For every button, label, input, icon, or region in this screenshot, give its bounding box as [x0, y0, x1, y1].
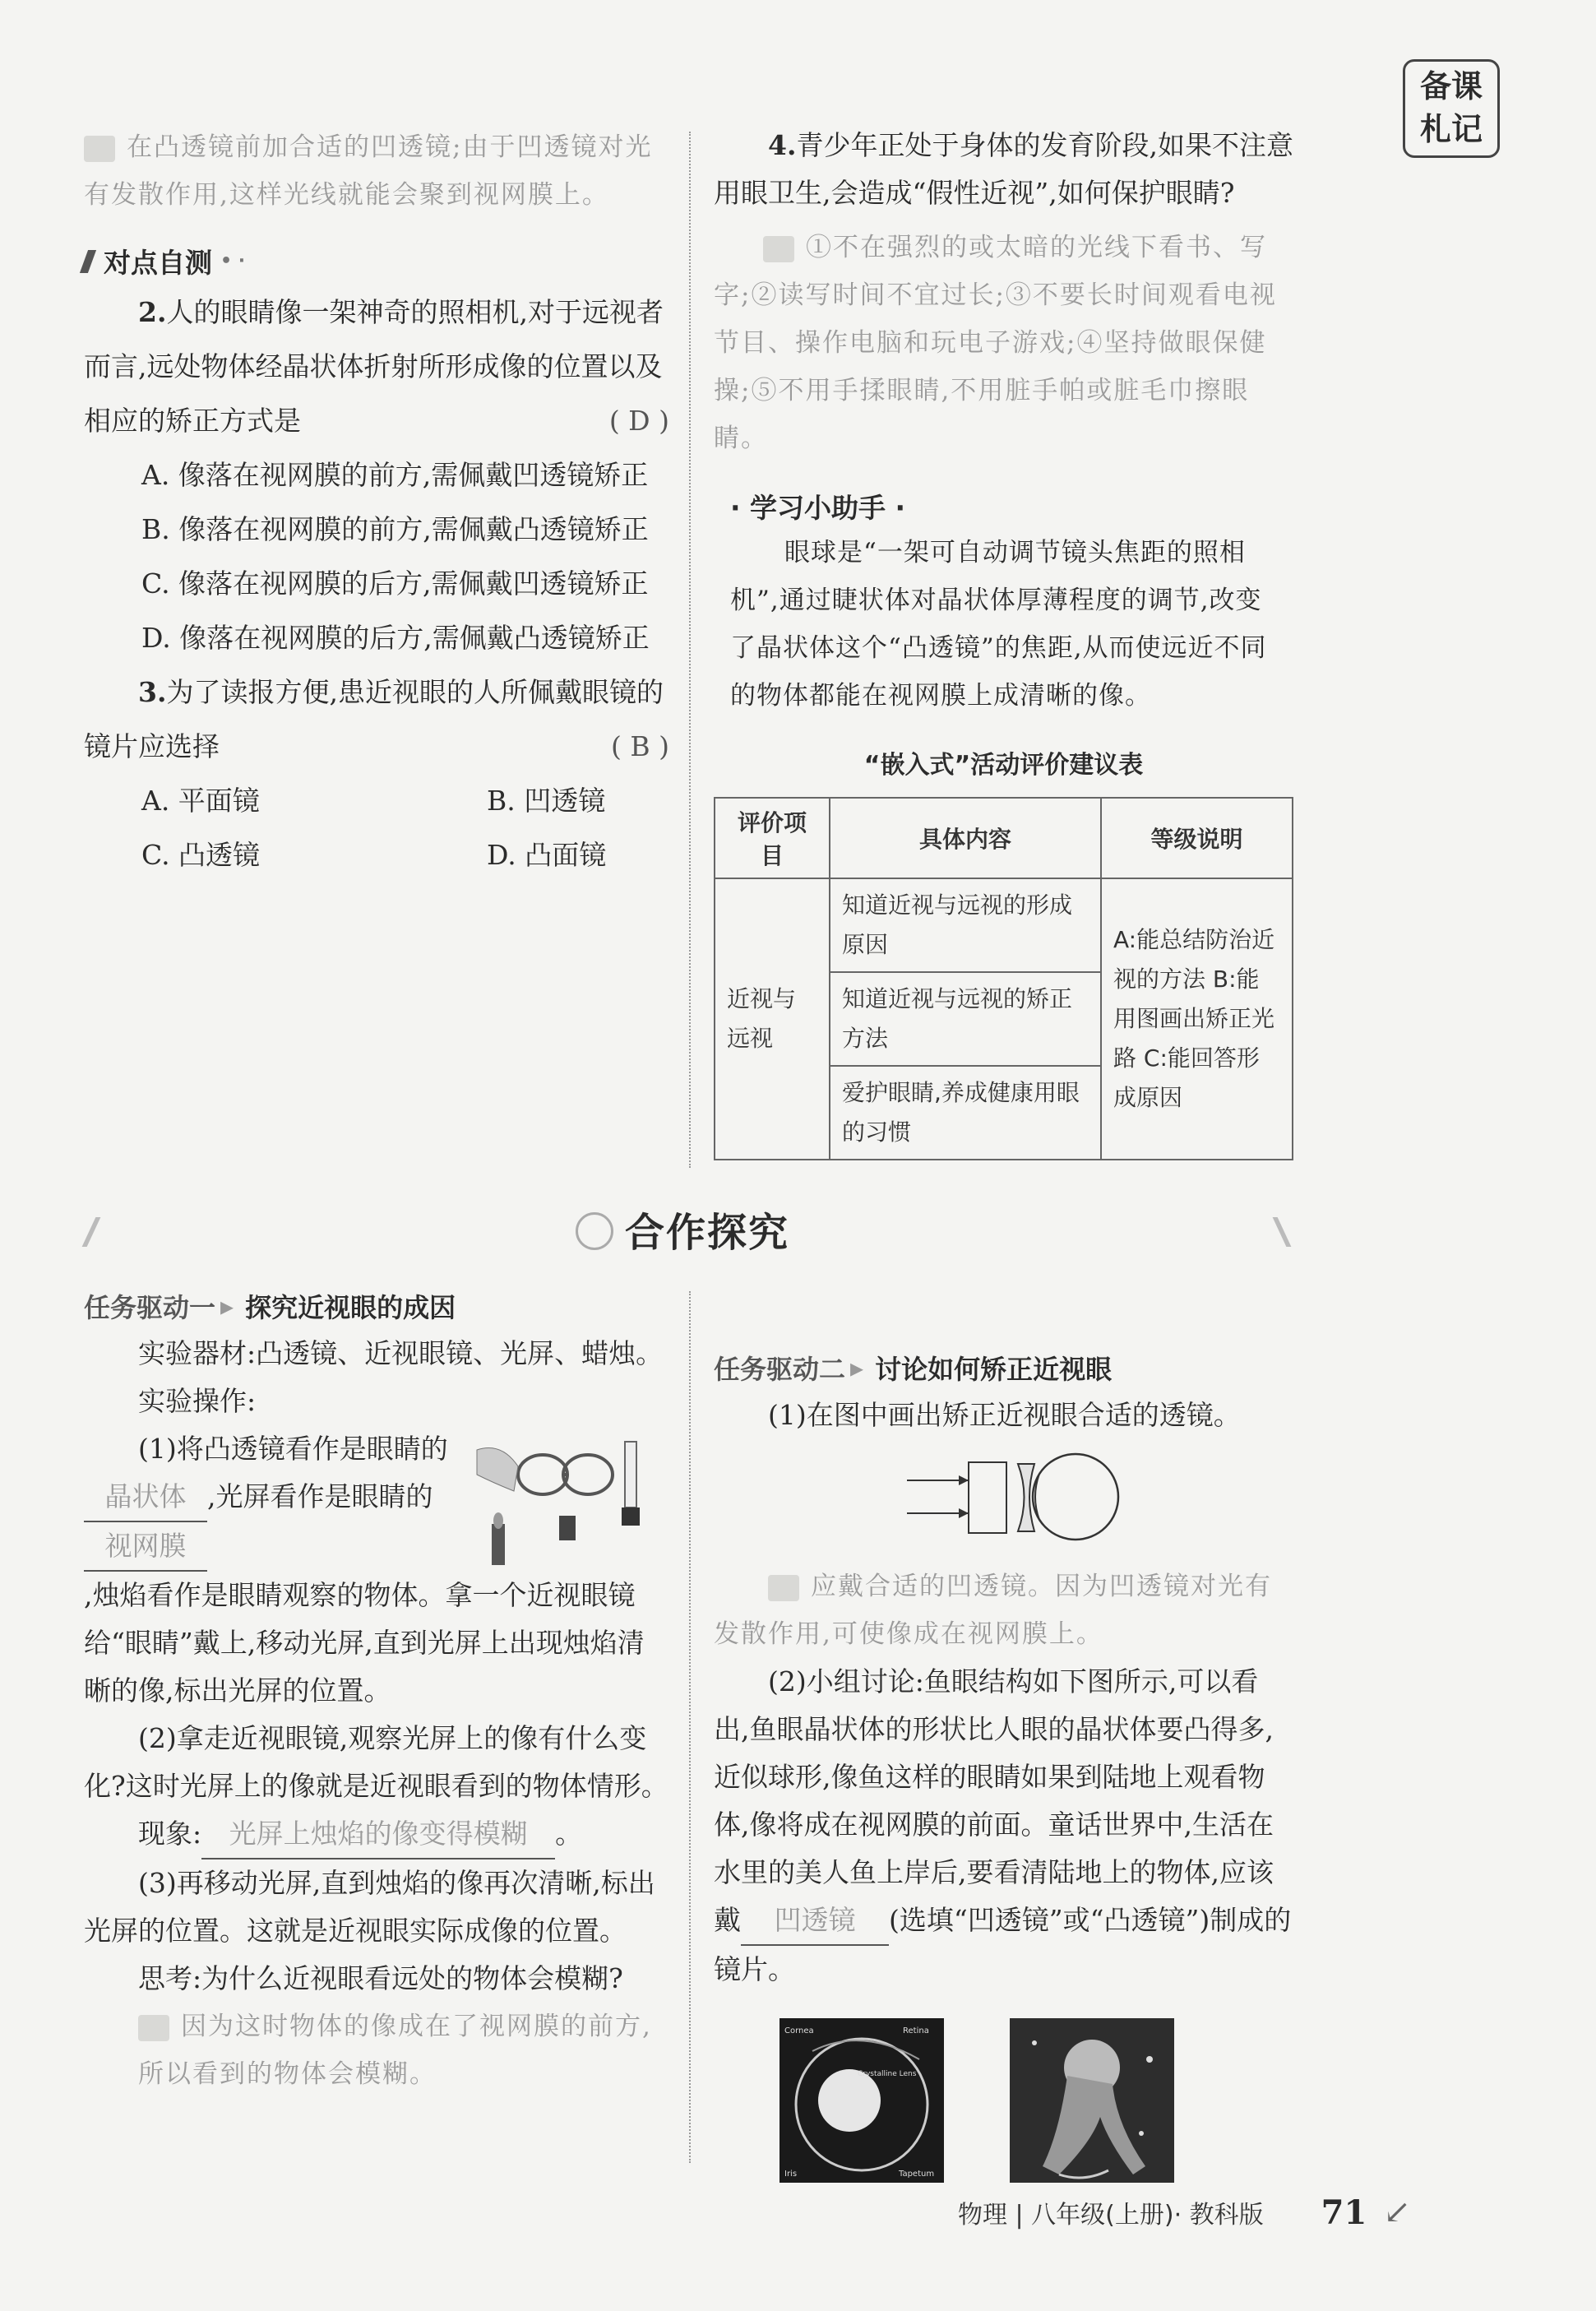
- stamp-line1: 备课: [1419, 67, 1483, 104]
- task2-label: 任务驱动二: [714, 1354, 846, 1385]
- blank-lens-choice: 凹透镜: [741, 1897, 889, 1946]
- step1-text-c: ,烛焰看作是眼睛观察的物体。拿一个近视眼镜给“眼睛”戴上,移动光屏,直到光屏上出现烛焰清晰的像,标出光屏的位置。: [84, 1579, 645, 1707]
- think-answer: [84, 2003, 669, 2098]
- q3-answer: ( B ): [611, 730, 669, 762]
- table-title: “嵌入式”活动评价建议表: [863, 751, 1144, 780]
- q2-text: 人的眼睛像一架神奇的照相机,对于远视者而言,远处物体经晶状体折射所形成像的位置以及相应的矫正方式是: [84, 296, 664, 437]
- fish-eye-diagram-image: [779, 2018, 944, 2183]
- task2-answer-text: 应戴合适的凹透镜。因为凹透镜对光有发散作用,可使像成在视网膜上。: [714, 1572, 1272, 1649]
- footer-text: 物理 | 八年级(上册)· 教科版: [958, 2201, 1264, 2230]
- task2-answer: [714, 1563, 1293, 1658]
- q3-text: 为了读报方便,患近视眼的人所佩戴眼镜的镜片应选择: [84, 676, 664, 762]
- dots-icon: • ·: [220, 251, 246, 271]
- step1-text-b: ,光屏看作是眼睛的: [207, 1480, 433, 1512]
- q3-option-d: D. 凸面镜: [487, 839, 607, 871]
- eye-lens-diagram: [714, 1439, 1293, 1563]
- q4-text: 青少年正处于身体的发育阶段,如果不注意用眼卫生,会造成“假性近视”,如何保护眼睛?: [714, 129, 1293, 209]
- notes-stamp: [1403, 59, 1500, 158]
- q2-option-b: B. 像落在视网膜的前方,需佩戴凸透镜矫正: [141, 513, 649, 545]
- helper-heading: · 学习小助手 ·: [730, 492, 906, 524]
- answer-block-1: [84, 123, 669, 219]
- task1-step1: [84, 1425, 669, 1572]
- q3-option-b: B. 凹透镜: [487, 785, 606, 817]
- answer-icon: [84, 136, 115, 162]
- left-top-column: [84, 123, 669, 882]
- task2-heading: [714, 1349, 1293, 1387]
- q2-option-c: C. 像落在视网膜的后方,需佩戴凹透镜矫正: [141, 567, 649, 600]
- question-4: [714, 122, 1293, 217]
- task2-step1: (1)在图中画出矫正近视眼合适的透镜。: [768, 1399, 1241, 1431]
- blank-retina: 视网膜: [84, 1522, 207, 1572]
- question-3: [84, 665, 669, 774]
- task1-operation: 实验操作:: [138, 1385, 257, 1417]
- q2-option-a: A. 像落在视网膜的前方,需佩戴凹透镜矫正: [141, 459, 649, 491]
- task1-equipment: 实验器材:凸透镜、近视眼镜、光屏、蜡烛。: [138, 1337, 664, 1369]
- arrow-icon: ▸: [220, 1290, 234, 1322]
- think-answer-text: 因为这时物体的像成在了视网膜的前方,所以看到的物体会模糊。: [138, 2012, 652, 2089]
- label-retina: Retina: [903, 2026, 929, 2035]
- q3-option-a: A. 平面镜: [141, 785, 260, 817]
- step1-text-a: (1)将凸透镜看作是眼睛的: [138, 1433, 448, 1465]
- table-content-2: 知道近视与远视的矫正方法: [830, 972, 1101, 1066]
- label-lens: Crystalline Lens: [858, 2070, 917, 2078]
- task1-heading: [84, 1287, 669, 1325]
- right-top-column: [714, 122, 1293, 1160]
- q2-number: 2.: [138, 296, 167, 328]
- banner-title: 合作探究: [625, 1210, 790, 1256]
- blank-lens: 晶状体: [84, 1473, 207, 1522]
- label-iris: Iris: [784, 2170, 798, 2179]
- table-grade-cell: A:能总结防治近视的方法 B:能用图画出矫正光路 C:能回答形成原因: [1101, 878, 1293, 1160]
- mermaid-image: [1010, 2018, 1174, 2183]
- task1-step3: (3)再移动光屏,直到烛焰的像再次清晰,标出光屏的位置。这就是近视眼实际成像的位置。: [84, 1867, 655, 1947]
- answer-icon: [138, 2015, 169, 2041]
- q2-answer: ( D ): [608, 405, 669, 437]
- task2-column: [714, 1349, 1293, 2183]
- stamp-line2: 札记: [1419, 110, 1483, 147]
- blank-phenomenon: 光屏上烛焰的像变得模糊: [201, 1810, 555, 1859]
- column-divider: [689, 132, 691, 1168]
- arrow-icon: ▸: [850, 1352, 864, 1383]
- task1-think: 思考:为什么近视眼看远处的物体会模糊?: [138, 1962, 623, 1994]
- q3-options: [84, 774, 669, 882]
- answer-text: 在凸透镜前加合适的凹透镜;由于凹透镜对光有发散作用,这样光线就能会聚到视网膜上。: [84, 132, 653, 210]
- fish-images: [714, 2018, 1293, 2183]
- answer-icon: [763, 236, 794, 262]
- task2-title: 讨论如何矫正近视眼: [875, 1354, 1113, 1385]
- section-banner: [82, 1201, 1291, 1258]
- answer-icon: [768, 1575, 799, 1601]
- q2-options: [84, 448, 669, 665]
- task1-title: 探究近视眼的成因: [245, 1292, 456, 1323]
- task2-step2: [714, 1658, 1293, 1994]
- evaluation-table: [714, 797, 1293, 1160]
- magnifier-icon: [576, 1212, 613, 1250]
- corner-mark-icon: ↙: [1383, 2193, 1411, 2231]
- experiment-illustration: [469, 1425, 666, 1582]
- helper-text: 眼球是“一架可自动调节镜头焦距的照相机”,通过睫状体对晶状体厚薄程度的调节,改变了晶状体这个“凸透镜”的焦距,从而使远近不同的物体都能在视网膜上成清晰的像。: [730, 538, 1267, 711]
- table-header-grade: 等级说明: [1101, 798, 1293, 878]
- step2-text-end: (选填“凹透镜”或“凸透镜”)制成的镜片。: [714, 1904, 1292, 1985]
- q2-option-d: D. 像落在视网膜的后方,需佩戴凸透镜矫正: [141, 622, 650, 654]
- step2-text: (2)小组讨论:鱼眼结构如下图所示,可以看出,鱼眼晶状体的形状比人眼的晶状体要凸得多,近似球形,像鱼这样的眼睛如果到陆地上观看物体,像将成在视网膜的前面。童话世界中,生活在水里的美人鱼上岸后,要看清陆地上的物体,应该戴: [714, 1665, 1274, 1936]
- task1-phenomenon: 现象: 光屏上烛焰的像变得模糊 。: [84, 1810, 669, 1859]
- self-test-title: 对点自测: [104, 247, 212, 279]
- q4-number: 4.: [768, 129, 797, 161]
- q3-option-c: C. 凸透镜: [141, 839, 261, 871]
- answer4-text: ①不在强烈的或太暗的光线下看书、写字;②读写时间不宜过长;③不要长时间观看电视节目、操作电脑和玩电子游戏;④坚持做眼保健操;⑤不用手揉眼睛,不用脏手帕或脏毛巾擦眼睛。: [714, 233, 1277, 453]
- banner-right-mark: [1253, 1217, 1292, 1247]
- slash-icon: [80, 250, 96, 273]
- table-content-1: 知道近视与远视的形成原因: [830, 878, 1101, 972]
- phenomenon-label: 现象:: [138, 1818, 202, 1850]
- table-content-3: 爱护眼睛,养成健康用眼的习惯: [830, 1066, 1101, 1160]
- table-item-cell: 近视与远视: [715, 878, 830, 1160]
- table-header-item: 评价项目: [715, 798, 830, 878]
- answer-block-4: [714, 224, 1293, 462]
- table-header-content: 具体内容: [830, 798, 1101, 878]
- question-2: [84, 285, 669, 448]
- task1-label: 任务驱动一: [84, 1292, 216, 1323]
- page-number: 71: [1321, 2193, 1367, 2232]
- label-tapetum: Tapetum: [899, 2170, 935, 2179]
- label-cornea: Cornea: [784, 2026, 814, 2035]
- task1-step2: (2)拿走近视眼镜,观察光屏上的像有什么变化?这时光屏上的像就是近视眼看到的物体情形。: [84, 1722, 668, 1802]
- banner-left-mark: [82, 1217, 121, 1247]
- task1-column: [84, 1287, 669, 2098]
- column-divider-bottom: [689, 1291, 691, 2163]
- q3-number: 3.: [138, 676, 167, 708]
- footer: [958, 2188, 1534, 2237]
- self-test-heading: [84, 242, 669, 280]
